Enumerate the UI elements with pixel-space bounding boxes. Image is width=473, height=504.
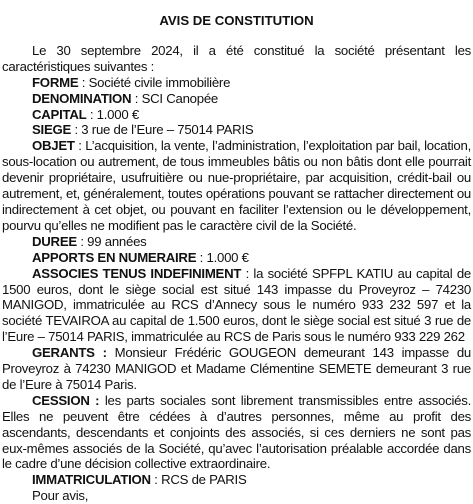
forme-value: : Société civile immobilière [78, 74, 231, 90]
cession-value: les parts sociales sont librement transmissibles entre associés. Elles ne peuvent être cédées à d’autres personnes, même au profit des ascendants, descendants et conjoints des associés, si ces derniers ne sont pas eux-mêmes associés de la Société, qu’avec l’autorisation préalable accordée dans le cadre d’une décision collective extraordinaire. [2, 392, 471, 472]
gerants-value: Monsieur Frédéric GOUGEON demeurant 143 impasse du Proveyroz à 74230 MANIGOD et Madame Clémentine SEMETE demeurant 3 rue de l’Eure à 75014 Paris. [2, 345, 472, 392]
immatriculation-label: IMMATRICULATION [32, 472, 151, 488]
intro-paragraph: Le 30 septembre 2024, il a été constitué la société présentant les caractéristiques suivantes : [2, 42, 471, 74]
associes-paragraph [2, 266, 471, 346]
capital-value: : 1.000 € [86, 106, 139, 122]
gerants-paragraph [2, 345, 471, 393]
denomination-value: : SCI Canopée [131, 90, 218, 106]
duree-line [2, 234, 471, 250]
gerants-label: GERANTS : [32, 345, 107, 361]
siege-label: SIEGE [32, 122, 72, 138]
objet-label: OBJET [32, 138, 75, 154]
denomination-label: DENOMINATION [32, 90, 132, 106]
forme-label: FORME [32, 74, 79, 90]
notice-title: AVIS DE CONSTITUTION [159, 13, 314, 28]
cession-paragraph [2, 393, 471, 473]
apports-label: APPORTS EN NUMERAIRE [32, 249, 197, 265]
immatriculation-line [2, 472, 471, 488]
cession-label: CESSION : [32, 392, 100, 408]
apports-line [2, 250, 471, 266]
objet-value: : L’acquisition, la vente, l’administration, l’exploitation par bail, location, sous-location ou autrement, de tous immeubles bâtis ou non bâtis dont elle pourrait devenir propriétaire, usufruitière ou nue-propriétaire, par acquisition, crédit-bail ou autrement, et, généralement, toutes opérations pouvant se rattacher directement ou indirectement à cet objet, ou pouvant en faciliter l’extension ou le développement, pourvu qu’elles ne modifient pas le caractère civil de la Société. [2, 138, 471, 233]
capital-line [2, 107, 471, 123]
objet-paragraph [2, 138, 471, 233]
capital-label: CAPITAL [32, 106, 87, 122]
closing-line: Pour avis, [32, 488, 89, 504]
duree-label: DUREE [32, 233, 77, 249]
forme-line [2, 75, 471, 91]
associes-label: ASSOCIES TENUS INDEFINIMENT [32, 265, 242, 281]
siege-value: : 3 rue de l’Eure – 75014 PARIS [71, 122, 254, 138]
denomination-line [2, 91, 471, 107]
siege-line [2, 122, 471, 138]
immatriculation-value: : RCS de PARIS [150, 472, 247, 488]
apports-value: : 1.000 € [196, 249, 249, 265]
duree-value: : 99 années [76, 233, 147, 249]
associes-value: : la société SPFPL KATIU au capital de 1500 euros, dont le siège social est situé 143 impasse du Proveyroz – 74230 MANIGOD, immatriculée au RCS d’Annecy sous le numéro 933 232 597 et la société TEVAIROA au capital de 1.500 euros, dont le siège social est situé 3 rue de l’Eure – 75014 PARIS, immatriculée au RCS de Paris sous le numéro 933 229 262 [2, 265, 471, 345]
